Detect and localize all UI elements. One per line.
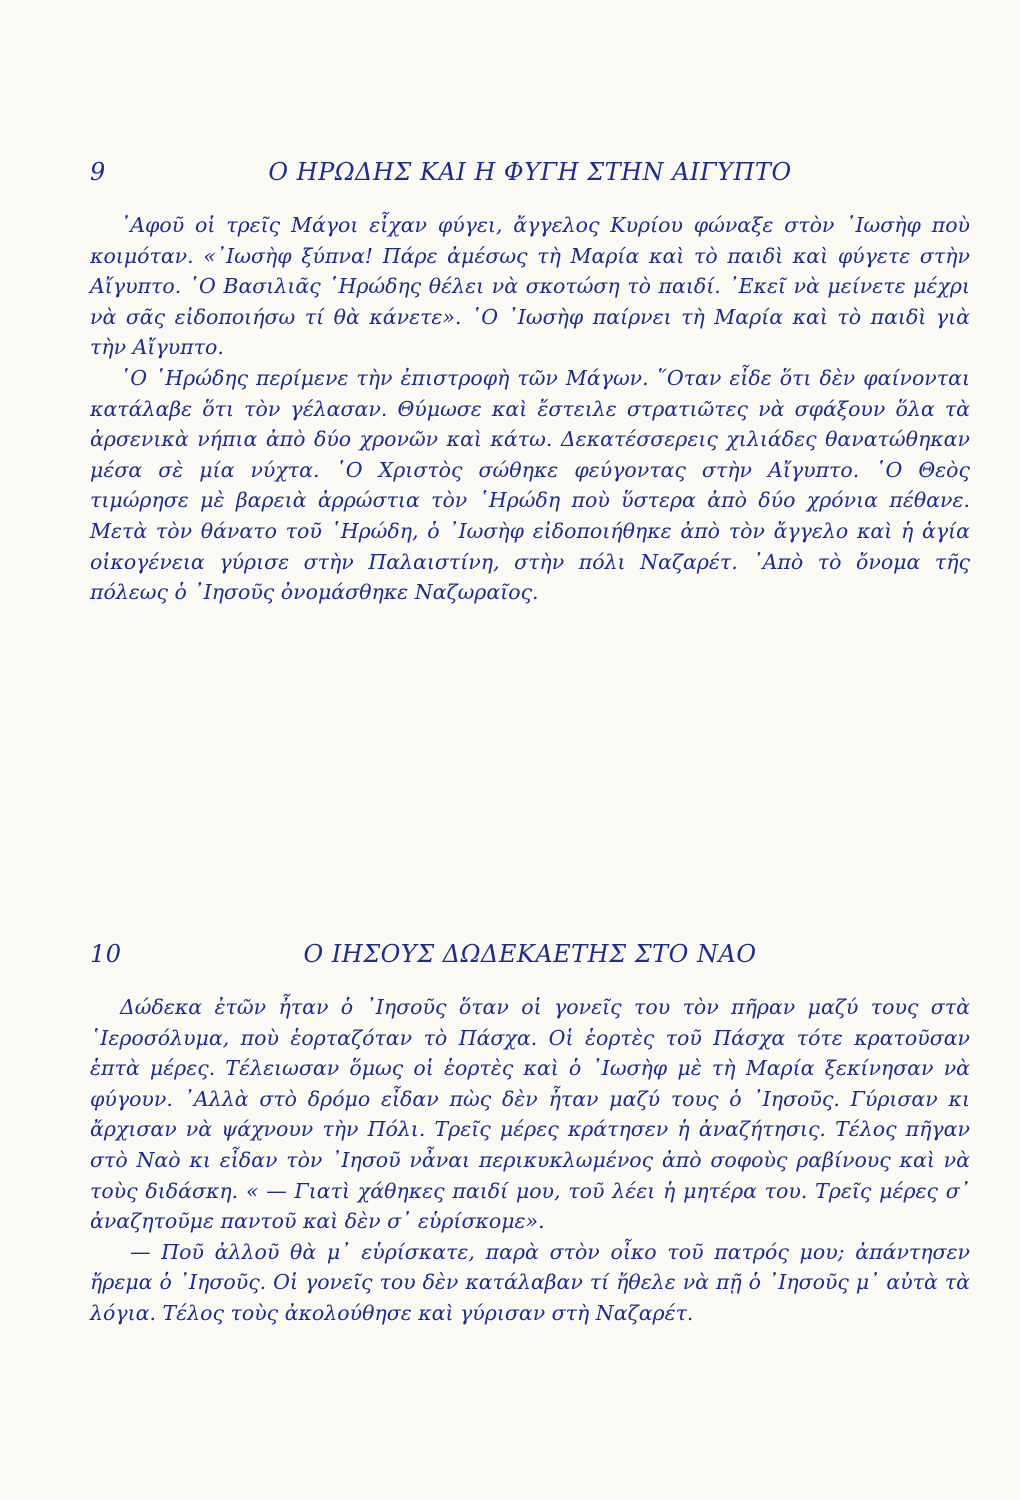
section-heading xyxy=(90,158,970,198)
section-10 xyxy=(90,940,970,1329)
paragraph: Δώδεκα ἐτῶν ἦταν ὁ ᾽Ιησοῦς ὅταν οἱ γονεῖς του τὸν πῆραν μαζύ τους στὰ ῾Ιεροσόλυμα, ποὺ ἑορταζόταν τὸ Πάσχα. Οἱ ἑορτὲς τοῦ Πάσχα τότε κρατοῦσαν ἑπτὰ μέρες. Τέλειωσαν ὅμως οἱ ἑορτὲς καὶ ὁ ᾽Ιωσὴφ μὲ τὴ Μαρία ξεκίνησαν νὰ φύγουν. ᾽Αλλὰ στὸ δρόμο εἶδαν πὼς δὲν ἦταν μαζύ τους ὁ ᾽Ιησοῦς. Γύρισαν κι ἄρχισαν νὰ ψάχνουν τὴν Πόλι. Τρεῖς μέρες κράτησεν ἡ ἀναζήτησις. Τέλος πῆγαν στὸ Ναὸ κι εἶδαν τὸν ᾽Ιησοῦ νἆναι περικυκλωμένος ἀπὸ σοφοὺς ραβίνους καὶ νὰ τοὺς διδάσκη. « — Γιατὶ χάθηκες παιδί μου, τοῦ λέει ἡ μητέρα του. Τρεῖς μέρες σ᾽ ἀναζητοῦμε παντοῦ καὶ δὲν σ᾽ εὑρίσκομε». xyxy=(90,995,970,1234)
section-heading xyxy=(90,940,970,980)
section-title: Ο ΙΗΣΟΥΣ ΔΩΔΕΚΑΕΤΗΣ ΣΤΟ ΝΑΟ xyxy=(303,940,757,968)
paragraph: — Ποῦ ἀλλοῦ θὰ μ᾽ εὑρίσκατε, παρὰ στὸν οἶκο τοῦ πατρός μου; ἀπάντησεν ἤρεμα ὁ ᾽Ιησοῦς. Οἱ γονεῖς του δὲν κατάλαβαν τί ἤθελε νὰ πῇ ὁ ᾽Ιησοῦς μ᾽ αὐτὰ τὰ λόγια. Τέλος τοὺς ἀκολούθησε καὶ γύρισαν στὴ Ναζαρέτ. xyxy=(90,1239,970,1325)
section-title: Ο ΗΡΩΔΗΣ ΚΑΙ Η ΦΥΓΗ ΣΤΗΝ ΑΙΓΥΠΤΟ xyxy=(268,158,792,186)
paragraph: ᾽Αφοῦ οἱ τρεῖς Μάγοι εἶχαν φύγει, ἄγγελος Κυρίου φώναξε στὸν ᾽Ιωσὴφ ποὺ κοιμόταν. «᾽Ιωσὴφ ξύπνα! Πάρε ἀμέσως τὴ Μαρία καὶ τὸ παιδὶ καὶ φύγετε στὴν Αἴγυπτο. ῾Ο Βασιλιᾶς ῾Ηρώδης θέλει νὰ σκοτώση τὸ παιδί. ᾽Εκεῖ νὰ μείνετε μέχρι νὰ σᾶς εἰδοποιήσω τί θὰ κάνετε». ῾Ο ᾽Ιωσὴφ παίρνει τὴ Μαρία καὶ τὸ παιδὶ γιὰ τὴν Αἴγυπτο. xyxy=(90,213,970,360)
section-body xyxy=(90,210,970,608)
section-9 xyxy=(90,158,970,608)
paragraph: ῾Ο ῾Ηρώδης περίμενε τὴν ἐπιστροφὴ τῶν Μάγων. ῞Οταν εἶδε ὅτι δὲν φαίνονται κατάλαβε ὅτι τὸν γέλασαν. Θύμωσε καὶ ἔστειλε στρατιῶτες νὰ σφάξουν ὅλα τὰ ἀρσενικὰ νήπια ἀπὸ δύο χρονῶν καὶ κάτω. Δεκατέσσερεις χιλιάδες θανατώθηκαν μέσα σὲ μία νύχτα. ῾Ο Χριστὸς σώθηκε φεύγοντας στὴν Αἴγυπτο. ῾Ο Θεὸς τιμώρησε μὲ βαρειὰ ἀρρώστια τὸν ῾Ηρώδη ποὺ ὕστερα ἀπὸ δύο χρόνια πέθανε. Μετὰ τὸν θάνατο τοῦ ῾Ηρώδη, ὁ ᾽Ιωσὴφ εἰδοποιήθηκε ἀπὸ τὸν ἄγγελο καὶ ἡ ἁγία οἰκογένεια γύρισε στὴν Παλαιστίνη, στὴν πόλι Ναζαρέτ. ᾽Απὸ τὸ ὄνομα τῆς πόλεως ὁ ᾽Ιησοῦς ὀνομάσθηκε Ναζωραῖος. xyxy=(90,365,970,605)
section-number: 9 xyxy=(90,158,106,186)
section-body xyxy=(90,992,970,1329)
section-number: 10 xyxy=(90,940,122,968)
